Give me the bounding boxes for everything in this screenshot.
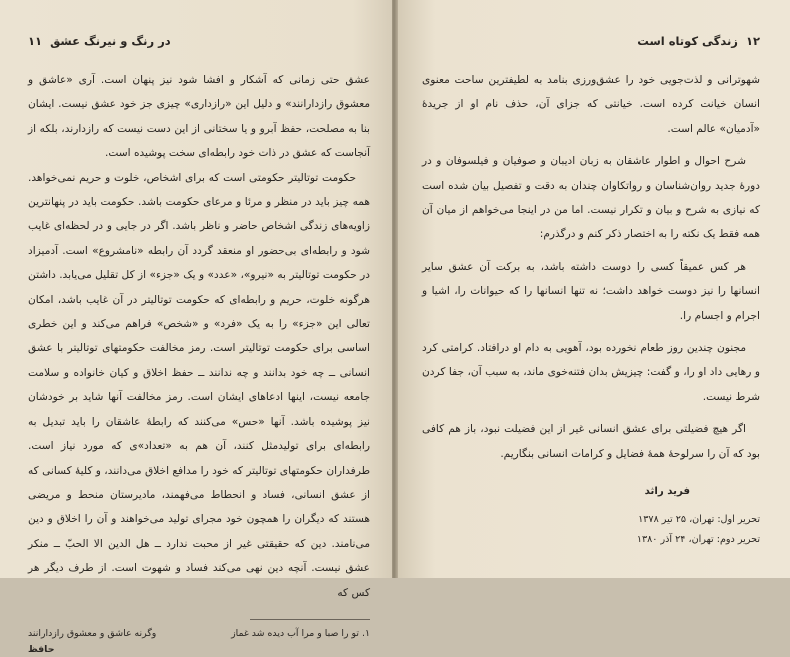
page-header bbox=[422, 34, 760, 48]
footnote bbox=[28, 626, 370, 657]
signature-block bbox=[422, 482, 760, 550]
footnote-divider bbox=[250, 619, 370, 620]
paragraph: حکومت توتالیتر حکومتی است که برای اشخاص، خلوت و حریم نمی‌خواهد. همه چیز باید در منظر و مرئا و مرعای حکومت باشد. حکومت باید در پنهانترین زاویه‌های زندگی اشخاص حاضر و ناظر باشد. اگر در جایی و در لحظه‌ای غایب شود و رابطه‌ای بی‌حضور او منعقد گردد آن رابطه «نامشروع» است. آدمیزاد در حکومت توتالیتر به «نیرو»، «عدد» و یک «جزء» از کل تقلیل می‌یابد. داشتن هرگونه خلوت، حریم و رابطه‌ای که حکومت توتالیتر در آن غایب باشد، امکان تعالی این «جزء» را به یک «فرد» و «شخص» فراهم می‌کند و این خطری اساسی برای حکومت توتالیتر است. رمز مخالفت حکومتهای توتالیتر با عشق انسانی ــ چه خود بدانند و چه ندانند ــ حفظ اخلاق و کیان خانواده و سلامت جامعه نیست، اینها ادعاهای ایشان است. رمز مخالفت آنها شاید بر خودشان نیز پوشیده باشد. آنها «حس» می‌کنند که رابطهٔ عاشقان را باید تبدیل به رابطه‌ای برای تولیدمثل کنند، آن هم به «تعداد»ی که مورد نیاز است. طرفداران حکومتهای توتالیتر که خود را مدافع اخلاق می‌دانند، و کلیهٔ کسانی که از عشق انسانی، فساد و انحطاط می‌فهمند، مادیرستان منحط و مریضی هستند که دیگران را همچون خود مجرای تولید می‌خواهند و آن را اخلاق و دین می‌نامند. دین که حقیقتی غیر از محبت ندارد ــ هل الدین الا الحبّ ــ منکر عشق نیست. آنچه دین نهی می‌کند فساد و شهوت است. از طرف دیگر هر کس که bbox=[28, 171, 370, 599]
edition-date-2: تحریر دوم: تهران، ۲۴ آذر ۱۳۸۰ bbox=[636, 534, 760, 546]
body-text bbox=[28, 68, 370, 605]
running-title: در رنگ و نیرنگ عشق ۱۱ bbox=[28, 34, 171, 48]
right-page bbox=[396, 0, 790, 578]
running-title: ۱۲ زندگی کوتاه است bbox=[637, 34, 760, 48]
page-number: ۱۱ bbox=[28, 34, 43, 48]
quote-paragraph: مجنون چندین روز طعام نخورده بود، آهویی به دام او درافتاد. کرامتی کرد و رهایی داد او را، و گفت: چیزیش بدان فتنه‌خوی ماند، به سبب آن، جفا کردن شرط نیست. bbox=[422, 342, 760, 403]
footnote-verse-2: وگرنه عاشق و معشوق رازدارانند bbox=[28, 627, 157, 639]
page-number: ۱۲ bbox=[745, 34, 760, 48]
paragraph: شرح احوال و اطوار عاشقان به زبان ادیبان و صوفیان و فیلسوفان و در دورهٔ جدید روان‌شناسان و رواتکاوان چندان به دقت و تفصیل بیان شده است که نیازی به شرح و بیان و تکرار نیست. اما من در اینجا می‌خواهم از میان آن همه فقط یک نکته را به اختصار ذکر کنم و درگذرم: bbox=[422, 155, 760, 241]
paragraph: عشق حتی زمانی که آشکار و افشا شود نیز پنهان است. آری «عاشق و معشوق رازدارانند» و دلیل این «رازداری» چیزی جز خود عشق نیست. ایشان بنا به مصلحت، حفظ آبرو و یا سختانی از این دست نیست که رازدارند، بلکه از آنجاست که عشق در ذات خود رابطه‌ای سخت پوشیده است. bbox=[28, 74, 370, 160]
paragraph: هر کس عمیقاً کسی را دوست داشته باشد، به برکت آن عشق سایر انسانها را نیز دوست خواهد داشت؛ نه تنها انسانها را که حیوانات را، اشیا و اجرام و اجسام را. bbox=[422, 260, 760, 322]
paragraph: شهوترانی و لذت‌جویی خود را عشق‌ورزی بنامد به لطیفترین ساحت معنوی انسان خیانت کرده است. خیانتی که جزای آن، حذف نام او از جریدهٔ «آدمیان» عالم است. bbox=[422, 74, 760, 135]
page-header bbox=[28, 34, 370, 48]
body-text bbox=[422, 68, 760, 466]
author-name: فرید راثد bbox=[644, 486, 690, 498]
edition-date-1: تحریر اول: تهران، ۲۵ تیر ۱۳۷۸ bbox=[638, 514, 760, 526]
footnote-verse-1: ۱. تو را صبا و مرا آب دیده شد غماز bbox=[231, 627, 370, 639]
paragraph: اگر هیچ فضیلتی برای عشق انسانی غیر از این فضیلت نبود، باز هم کافی بود که آن را سرلوحهٔ همهٔ فضایل و کرامات انسانی بنگاریم. bbox=[422, 423, 760, 460]
left-page bbox=[0, 0, 392, 655]
footnote-source: حافظ bbox=[28, 643, 55, 655]
